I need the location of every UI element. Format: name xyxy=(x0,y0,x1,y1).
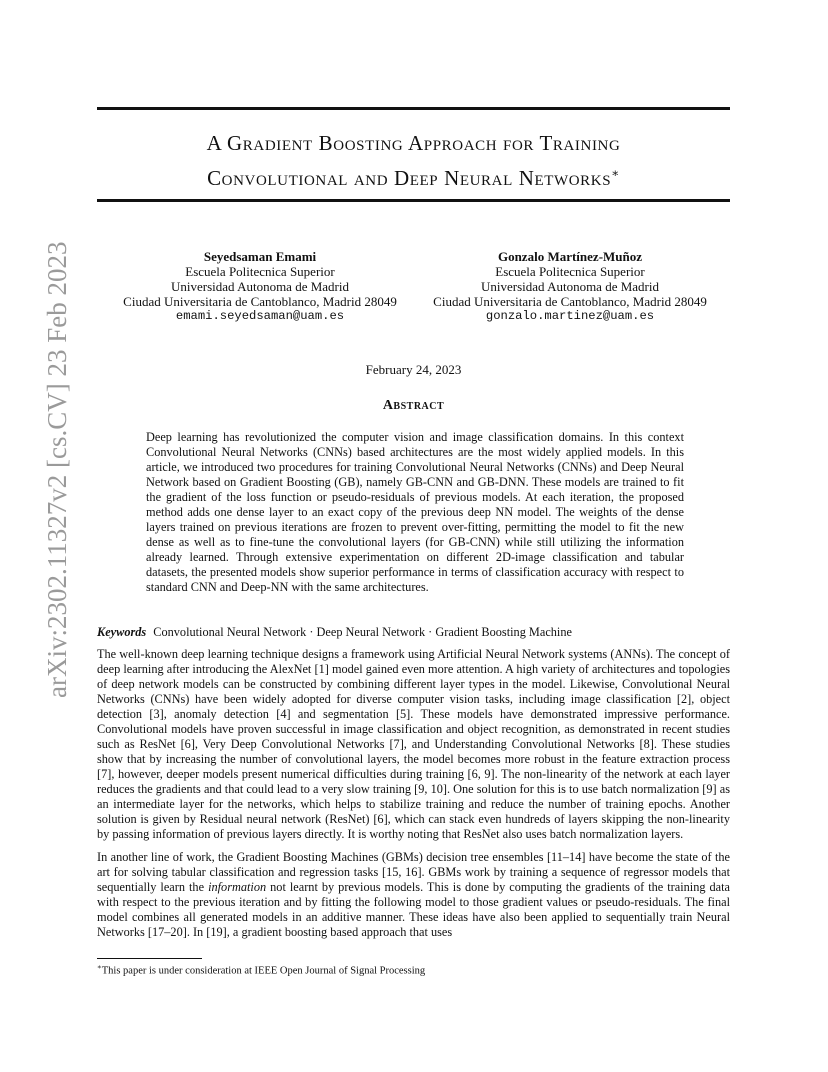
paper-title xyxy=(97,128,730,193)
title-bottom-rule xyxy=(97,199,730,202)
body-paragraph-2: In another line of work, the Gradient Boosting Machines (GBMs) decision tree ensembles [11–14] have become the state of the art for solving tabular classification and regression tasks [15, 16]. GBMs work by training a sequence of regressor models that sequentially learn the information not learnt by previous models. This is done by computing the gradients of the training data with respect to the previous iteration and by fitting the following model to those gradient values or pseudo-residuals. The final model combines all generated models in an additive manner. These ideas have also been applied to sequentially train Neural Networks [17–20]. In [19], a gradient boosting based approach that uses xyxy=(97,850,730,939)
body-paragraph-1: The well-known deep learning technique designs a framework using Artificial Neural Network systems (ANNs). The concept of deep learning after introducing the AlexNet [1] model gained even more attention. A high variety of architectures and topologies of deep network models can be constructed by combining different layer types in the model. Likewise, Convolutional Neural Networks (CNNs) have been widely adopted for diverse computer vision tasks, including image classification [2], object detection [3], anomaly detection [4] and segmentation [5]. These models have demonstrated impressive performance. Convolutional models have proven successful in image classification and object recognition, as demonstrated in recent studies such as ResNet [6], Very Deep Convolutional Networks [7], and Understanding Convolutional Networks [8]. These studies show that by increasing the number of convolutional layers, the model becomes more robust in the feature extraction process [7], however, deeper models present numerical difficulties during training [6, 9]. The non-linearity of the network at each layer reduces the gradients and that could lead to a very slow training [9, 10]. One solution for this is to use batch normalization [9] as an intermediate layer for the networks, which helps to stabilize training and reduce the number of training epochs. Another solution is given by Residual neural network (ResNet) [6], which can stack even hundreds of layers skipping the non-linearity by passing information of previous layers directly. It is worthy noting that ResNet also uses batch normalization layers. xyxy=(97,647,730,841)
footnote-mark: ∗ xyxy=(97,963,102,971)
author-affiliation: Escuela Politecnica Superior xyxy=(185,264,335,279)
footnote-text: This paper is under consideration at IEEE Open Journal of Signal Processing xyxy=(101,965,426,977)
author-university: Universidad Autonoma de Madrid xyxy=(171,279,349,294)
keywords-text: Convolutional Neural Network · Deep Neural Network · Gradient Boosting Machine xyxy=(153,625,572,639)
author-address: Ciudad Universitaria de Cantoblanco, Madrid 28049 xyxy=(123,294,397,309)
keywords-label: Keywords xyxy=(97,625,147,639)
title-line-1: A Gradient Boosting Approach for Training xyxy=(206,131,621,155)
top-rule xyxy=(97,107,730,110)
author-email[interactable]: gonzalo.martinez@uam.es xyxy=(485,309,655,323)
footnote-rule xyxy=(97,958,202,959)
author-university: Universidad Autonoma de Madrid xyxy=(481,279,659,294)
body-text xyxy=(97,647,730,948)
title-line-2: Convolutional and Deep Neural Networks∗ xyxy=(207,166,620,190)
author-block-1 xyxy=(105,249,415,324)
paper-date: February 24, 2023 xyxy=(365,362,462,377)
footnote xyxy=(97,963,425,977)
abstract-text: Deep learning has revolutionized the computer vision and image classification domains. In this context Convolutional Neural Networks (CNNs) based architectures are the most widely applied models. In this article, we introduced two procedures for training Convolutional Neural Networks (CNNs) and Deep Neural Network based on Gradient Boosting (GB), namely GB-CNN and GB-DNN. These models are trained to fit the gradient of the loss function or pseudo-residuals of previous models. At each iteration, the proposed method adds one dense layer to an exact copy of the previous deep NN model. The weights of the dense layers trained on previous iterations are frozen to prevent over-fitting, permitting the model to fit the new dense as well as to fine-tune the convolutional layers (for GB-CNN) while still utilizing the information already learned. Through extensive experimentation on different 2D-image classification and tabular datasets, the presented models show superior performance in terms of classification accuracy with respect to standard CNN and Deep-NN with the same architectures. xyxy=(146,430,684,594)
emphasis-information: information xyxy=(208,880,267,894)
author-address: Ciudad Universitaria de Cantoblanco, Madrid 28049 xyxy=(433,294,707,309)
author-name: Seyedsaman Emami xyxy=(203,249,317,264)
abstract-heading: Abstract xyxy=(382,398,445,413)
arxiv-sidebar-stamp: arXiv:2302.11327v2 [cs.CV] 23 Feb 2023 xyxy=(42,241,72,698)
author-affiliation: Escuela Politecnica Superior xyxy=(495,264,645,279)
title-footnote-mark: ∗ xyxy=(611,166,620,180)
author-block-2 xyxy=(415,249,725,324)
author-email[interactable]: emami.seyedsaman@uam.es xyxy=(175,309,345,323)
author-name: Gonzalo Martínez-Muñoz xyxy=(497,249,643,264)
keywords-line xyxy=(97,625,730,640)
